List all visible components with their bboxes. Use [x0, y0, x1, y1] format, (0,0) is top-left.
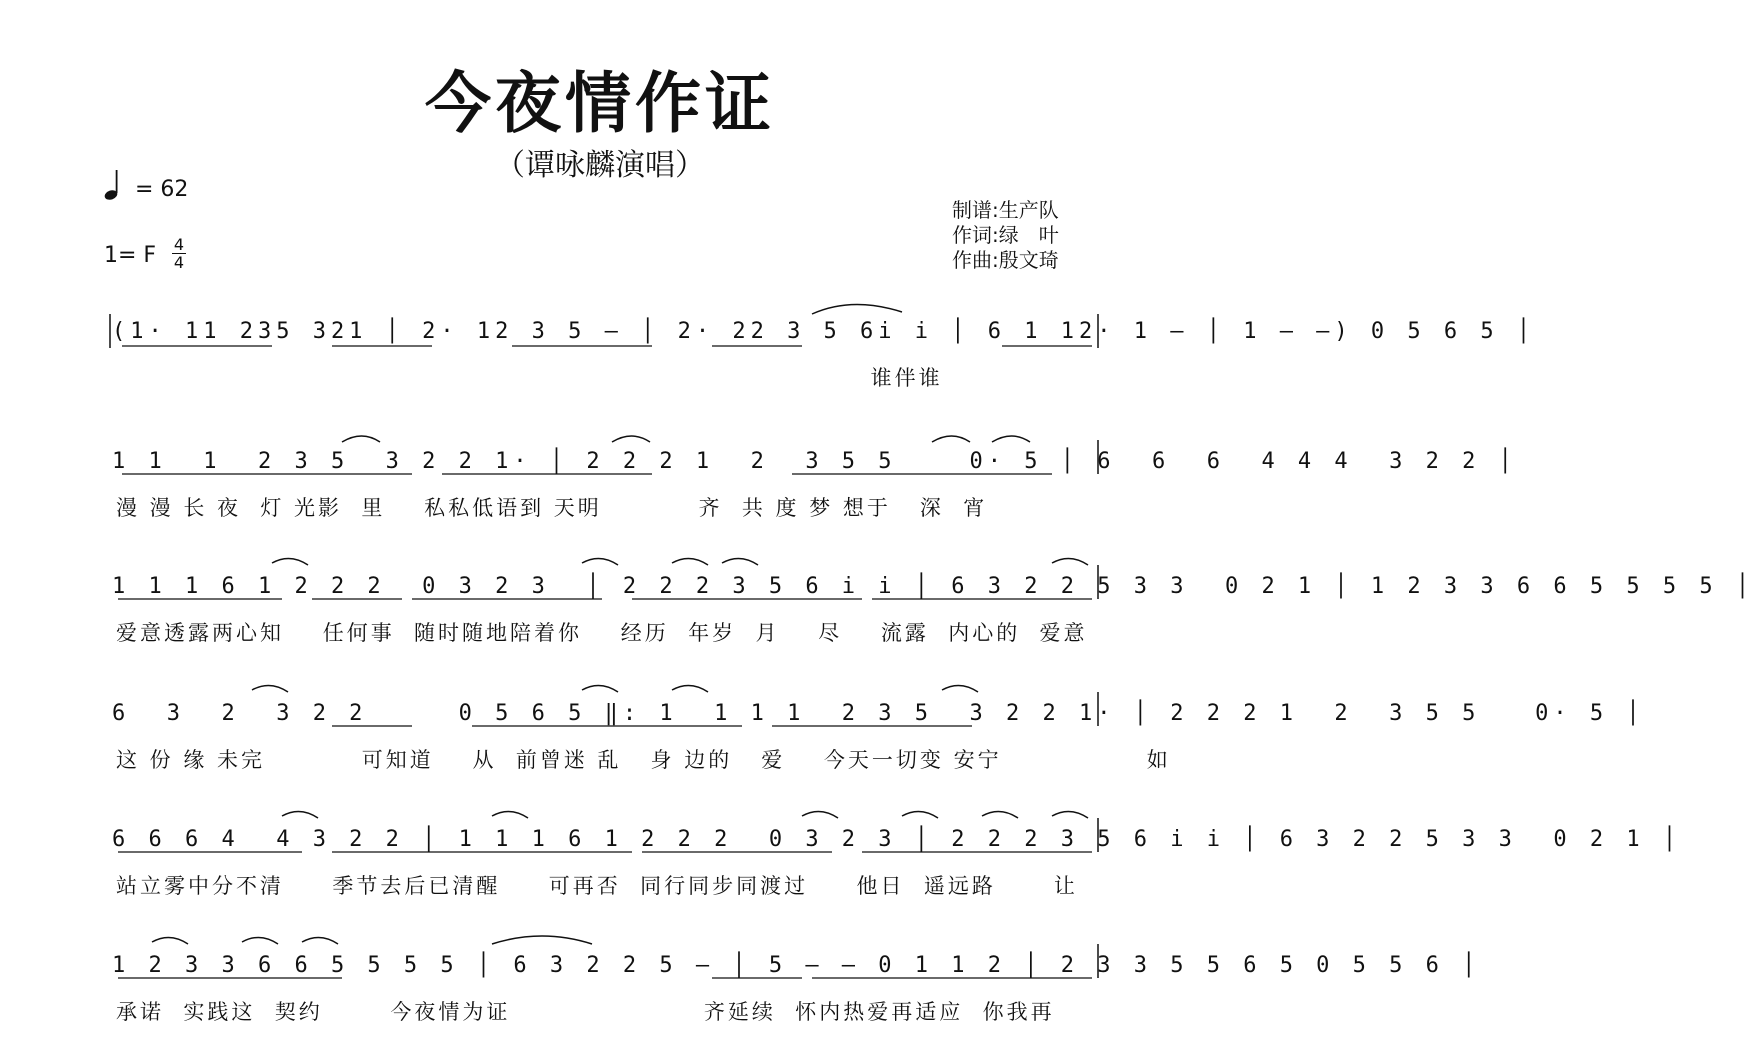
score-system-1: [112, 308, 1536, 418]
lyrics-line-1: 谁伴谁: [116, 366, 943, 390]
score-system-2: [112, 438, 1517, 548]
lyrics-line-3: 爱意透露两心知 任何事 随时随地陪着你 经历 年岁 月 尽 流露 内心的 爱意: [116, 621, 1088, 645]
lyrics-line-5: 站立雾中分不清 季节去后已清醒 可再否 同行同步同渡过 他日 遥远路 让: [116, 874, 1078, 898]
notes-line-4: 6 3 2 3 2 2 0 5 6 5 ‖: 1 1 1 1 2 3 5 3 2 2 1· │ 2 2 2 1 2 3 5 5 0· 5 │: [112, 701, 1645, 726]
notes-line-3: 1 1 1 6 1 2 2 2 0 3 2 3 │ 2 2 2 3 5 6 i i │ 6 3 2 2 5 3 3 0 2 1 │ 1 2 3 3 6 6 5 5 5 5 │: [112, 574, 1754, 599]
score-system-3: [112, 563, 1754, 673]
score-system-6: [112, 942, 1481, 1052]
notes-line-2: 1 1 1 2 3 5 3 2 2 1· │ 2 2 2 1 2 3 5 5 0· 5 │ 6 6 6 4 4 4 3 2 2 │: [112, 449, 1517, 474]
credit-lyricist: [952, 223, 1059, 248]
lyrics-line-2: 漫 漫 长 夜 灯 光影 里 私私低语到 天明 齐 共 度 梦 想于 深 宵: [116, 496, 988, 520]
song-title: 今夜情作证: [425, 65, 775, 142]
notes-line-6: 1 2 3 3 6 6 5 5 5 5 │ 6 3 2 2 5 — │ 5 — — 0 1 1 2 │ 2 3 3 5 5 6 5 0 5 5 6 │: [112, 953, 1481, 978]
tempo-value: = 62: [135, 177, 189, 202]
credit-composer: [952, 248, 1059, 273]
notes-line-1: (1· 11 235 321 │ 2· 12 3 5 — │ 2· 22 3 5 6i i │ 6 1 12· 1 — │ 1 — —) 0 5 6 5 │: [112, 319, 1536, 344]
credits-block: [952, 198, 1059, 273]
notes-line-5: 6 6 6 4 4 3 2 2 │ 1 1 1 6 1 2 2 2 0 3 2 3 │ 2 2 2 3 5 6 i i │ 6 3 2 2 5 3 3 0 2 1 │: [112, 827, 1682, 852]
credit-value: 殷文琦: [998, 248, 1059, 272]
credit-value: 生产队: [998, 198, 1059, 222]
credit-label: 作词:: [952, 223, 999, 247]
tempo-marking: [104, 168, 188, 208]
lyrics-line-6: 承诺 实践这 契约 今夜情为证 齐延续 怀内热爱再适应 你我再: [116, 1000, 1055, 1024]
time-signature-numerator: 4: [173, 235, 185, 254]
time-signature-denominator: 4: [173, 253, 185, 272]
lyrics-line-4: 这 份 缘 未完 可知道 从 前曾迷 乱 身 边的 爱 今天一切变 安宁 如: [116, 748, 1171, 772]
credit-arranger: [952, 198, 1059, 223]
credit-value: 绿 叶: [998, 223, 1059, 247]
quarter-note-icon: [104, 168, 120, 200]
credit-label: 作曲:: [952, 248, 999, 272]
time-signature: [172, 236, 186, 271]
score-system-5: [112, 816, 1682, 926]
singer-subtitle: （谭咏麟演唱）: [495, 148, 705, 183]
key-signature: 1= F: [104, 243, 157, 268]
score-system-4: [112, 690, 1645, 800]
credit-label: 制谱:: [952, 198, 999, 222]
